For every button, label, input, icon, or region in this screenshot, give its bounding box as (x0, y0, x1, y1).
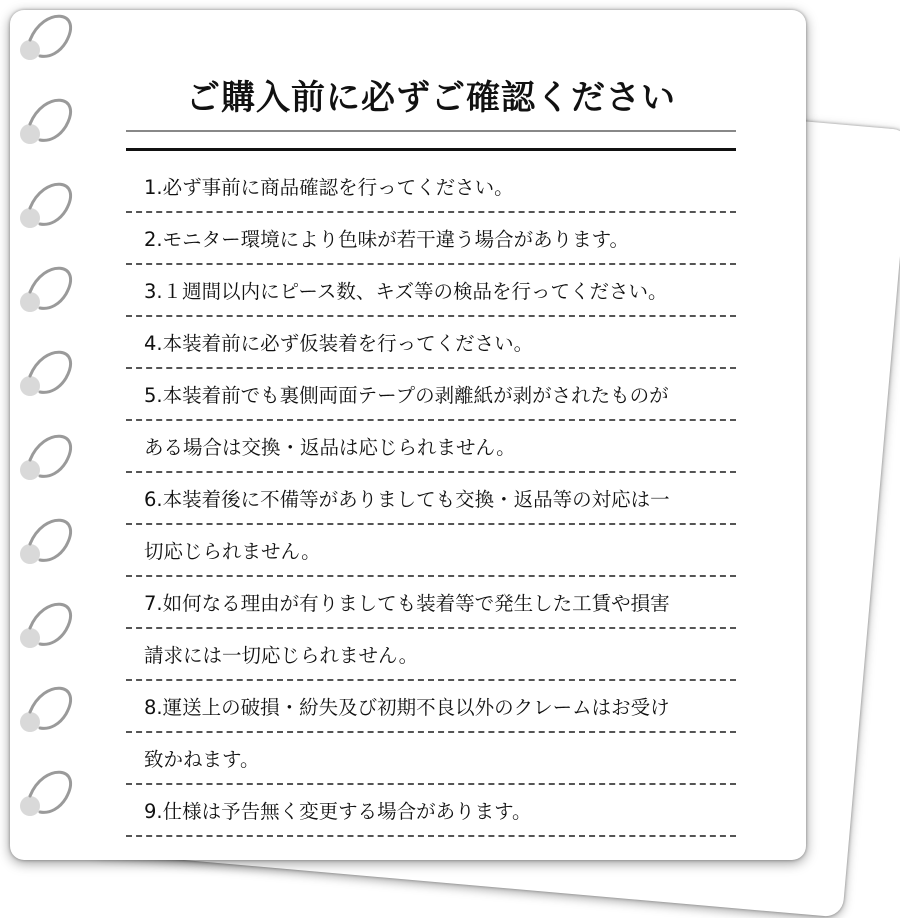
binder-ring (30, 16, 71, 56)
binder-ring (30, 352, 71, 392)
ring-hole (20, 460, 40, 480)
title-divider-thick (126, 148, 736, 151)
notice-line: 致かねます。 (126, 733, 736, 785)
notice-line: 請求には一切応じられません。 (126, 629, 736, 681)
title-divider-thin (126, 130, 736, 132)
front-paper-sheet (10, 10, 806, 860)
ring-hole (20, 796, 40, 816)
notice-line: 9.仕様は予告無く変更する場合があります。 (126, 785, 736, 837)
notice-line: 6.本装着後に不備等がありましても交換・返品等の対応は一 (126, 473, 736, 525)
binder-ring (30, 604, 71, 644)
binder-ring (30, 268, 71, 308)
ring-hole (20, 208, 40, 228)
notice-line: 3.１週間以内にピース数、キズ等の検品を行ってください。 (126, 265, 736, 317)
binder-ring (30, 772, 71, 812)
ring-hole (20, 376, 40, 396)
notice-line: 7.如何なる理由が有りましても装着等で発生した工賃や損害 (126, 577, 736, 629)
notice-line: 8.運送上の破損・紛失及び初期不良以外のクレームはお受け (126, 681, 736, 733)
notice-line: 1.必ず事前に商品確認を行ってください。 (126, 161, 736, 213)
ring-hole (20, 628, 40, 648)
notice-line: 5.本装着前でも裏側両面テープの剥離紙が剥がされたものが (126, 369, 736, 421)
notice-line: 4.本装着前に必ず仮装着を行ってください。 (126, 317, 736, 369)
ring-hole (20, 40, 40, 60)
binder-ring (30, 436, 71, 476)
ring-hole (20, 544, 40, 564)
ring-hole (20, 292, 40, 312)
notice-line: 2.モニター環境により色味が若干違う場合があります。 (126, 213, 736, 265)
notice-line: ある場合は交換・返品は応じられません。 (126, 421, 736, 473)
notice-list (126, 161, 736, 837)
binder-ring (30, 100, 71, 140)
ring-hole (20, 124, 40, 144)
notice-title: ご購入前に必ずご確認ください (186, 78, 676, 118)
binder-ring-holes (10, 10, 90, 880)
ring-hole (20, 712, 40, 732)
notice-line: 切応じられません。 (126, 525, 736, 577)
binder-ring (30, 520, 71, 560)
binder-ring (30, 688, 71, 728)
binder-ring (30, 184, 71, 224)
